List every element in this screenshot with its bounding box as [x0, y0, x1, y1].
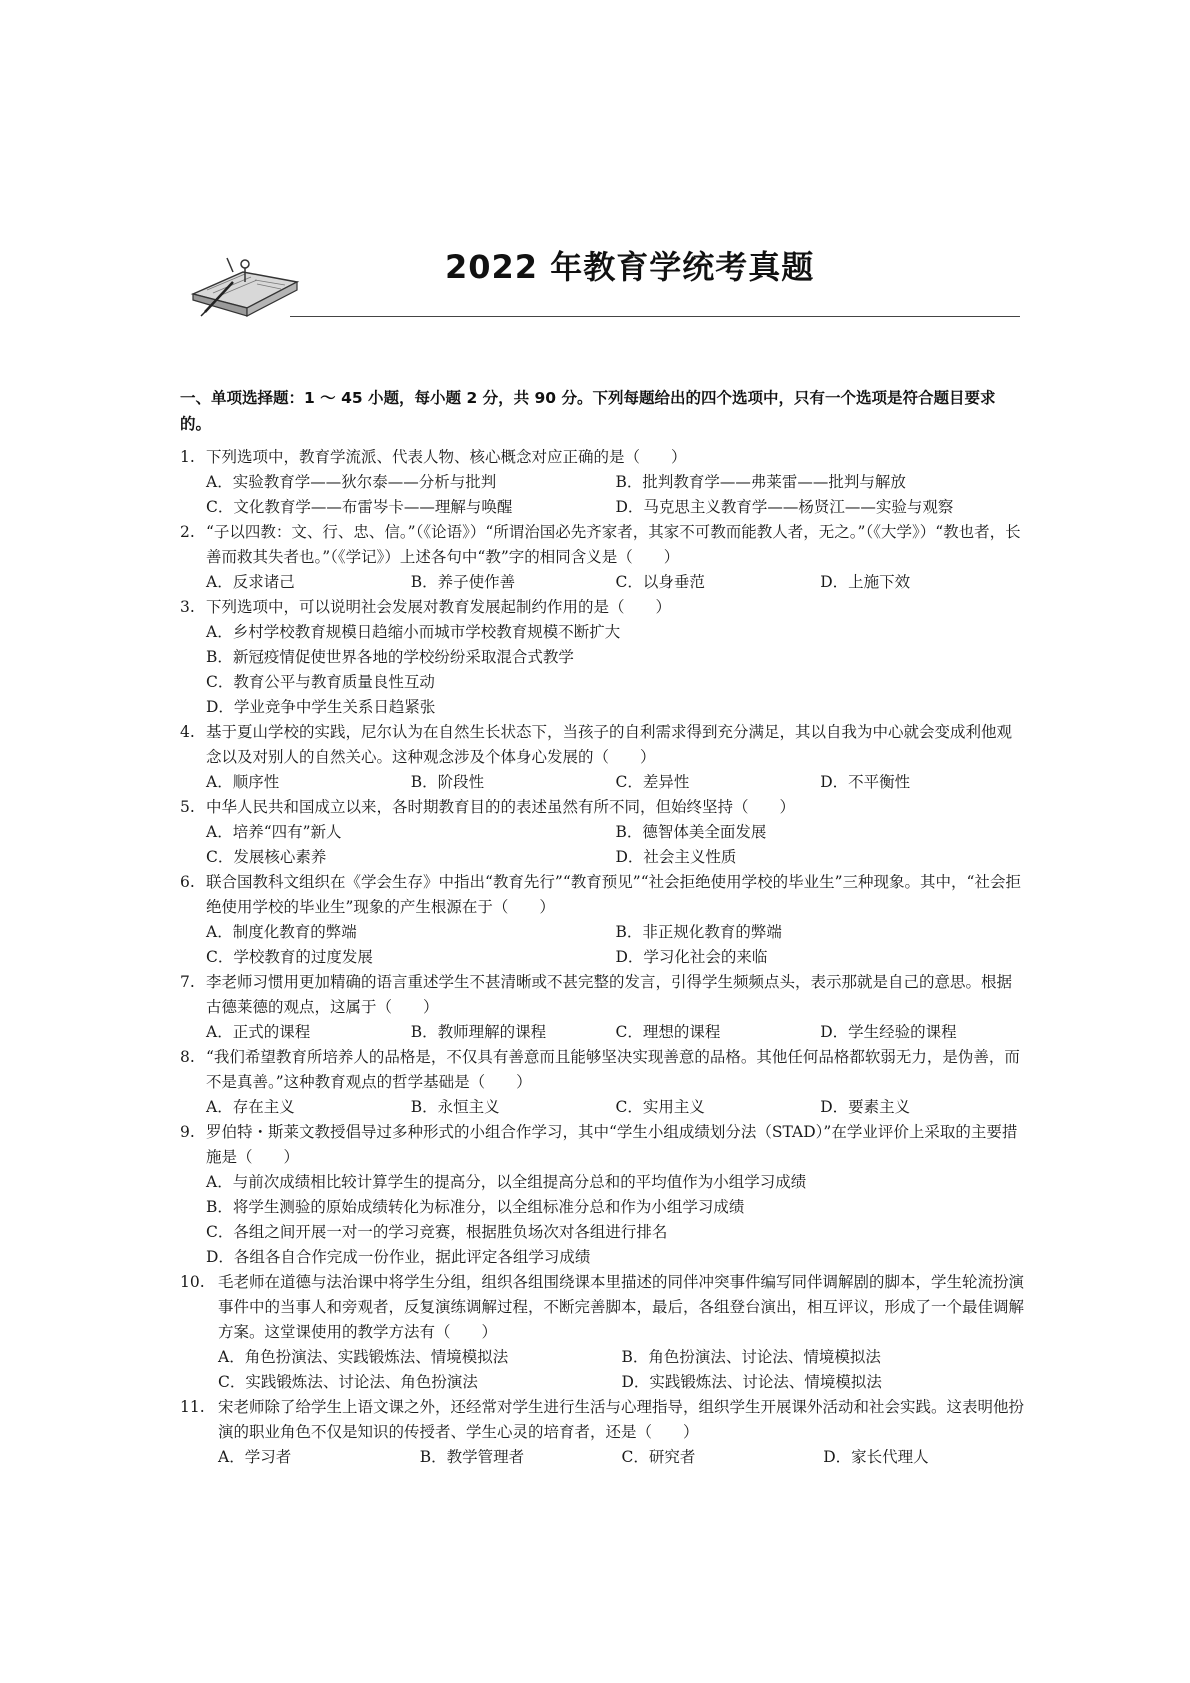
option-a: A．正式的课程 [206, 1023, 311, 1041]
option-a: A．角色扮演法、实践锻炼法、情境模拟法 [218, 1348, 509, 1366]
question-stem: “我们希望教育所培养人的品格是，不仅具有善意而且能够坚决实现善意的品格。其他任何品格都软弱无力，是伪善，而不是真善。”这种教育观点的哲学基础是（ ） [206, 1048, 1020, 1091]
question-number: 5. [180, 798, 195, 816]
option-b: B．非正规化教育的弊端 [615, 923, 782, 941]
option-c: C．教育公平与教育质量良性互动 [206, 673, 435, 691]
question-stem: 下列选项中，教育学流派、代表人物、核心概念对应正确的是（ ） [206, 448, 687, 466]
question-stem: 基于夏山学校的实践，尼尔认为在自然生长状态下，当孩子的自利需求得到充分满足，其以自我为中心就会变成利他观念以及对别人的自然关心。这种观念涉及个体身心发展的（ ） [206, 723, 1013, 766]
option-d: D．上施下效 [820, 573, 911, 591]
option-a: A．学习者 [218, 1448, 292, 1466]
option-c: C．理想的课程 [615, 1023, 721, 1041]
option-a: A．培养“四有”新人 [206, 823, 342, 841]
question-6 [180, 870, 1025, 970]
question-number: 11. [180, 1398, 205, 1416]
option-a: A．制度化教育的弊端 [206, 923, 357, 941]
option-b: B．教学管理者 [419, 1448, 525, 1466]
question-number: 4. [180, 723, 195, 741]
question-number: 7. [180, 973, 195, 991]
option-c: C．差异性 [615, 773, 690, 791]
question-stem: 宋老师除了给学生上语文课之外，还经常对学生进行生活与心理指导，组织学生开展课外活动和社会实践。这表明他扮演的职业角色不仅是知识的传授者、学生心灵的培育者，还是（ ） [218, 1398, 1025, 1441]
question-stem: 中华人民共和国成立以来，各时期教育目的的表述虽然有所不同，但始终坚持（ ） [206, 798, 796, 816]
option-b: B．教师理解的课程 [410, 1023, 547, 1041]
option-b: B．角色扮演法、讨论法、情境模拟法 [621, 1348, 881, 1366]
option-b: B．养子使作善 [410, 573, 516, 591]
question-stem: 毛老师在道德与法治课中将学生分组，组织各组围绕课本里描述的同伴冲突事件编写同伴调解剧的脚本，学生轮流扮演事件中的当事人和旁观者，反复演练调解过程，不断完善脚本，最后，各组登台演出，相互评议，形成了一个最佳调解方案。这堂课使用的教学方法有（ ） [218, 1273, 1025, 1341]
section-instructions: 一、单项选择题：1 ～ 45 小题，每小题 2 分，共 90 分。下列每题给出的四个选项中，只有一个选项是符合题目要求的。 [180, 389, 996, 433]
option-a: A．反求诸己 [206, 573, 295, 591]
question-number: 2. [180, 523, 195, 541]
option-b: B．阶段性 [410, 773, 485, 791]
question-number: 10. [180, 1273, 205, 1291]
option-d: D．学生经验的课程 [820, 1023, 957, 1041]
question-stem: 罗伯特・斯莱文教授倡导过多种形式的小组合作学习，其中“学生小组成绩划分法（STAD）”在学业评价上采取的主要措施是（ ） [206, 1123, 1018, 1166]
option-c: C．发展核心素养 [206, 848, 327, 866]
question-4 [180, 720, 1025, 795]
question-7 [180, 970, 1025, 1045]
question-number: 1. [180, 448, 195, 466]
option-d: D．家长代理人 [823, 1448, 929, 1466]
option-d: D．马克思主义教育学——杨贤江——实验与观察 [615, 498, 954, 516]
question-number: 9. [180, 1123, 195, 1141]
question-stem: 李老师习惯用更加精确的语言重述学生不甚清晰或不甚完整的发言，引得学生频频点头，表示那就是自己的意思。根据古德莱德的观点，这属于（ ） [206, 973, 1013, 1016]
option-b: B．新冠疫情促使世界各地的学校纷纷采取混合式教学 [206, 648, 574, 666]
option-d: D．不平衡性 [820, 773, 911, 791]
option-c: C．实用主义 [615, 1098, 705, 1116]
option-d: D．要素主义 [820, 1098, 911, 1116]
option-a: A．顺序性 [206, 773, 280, 791]
option-d: D．各组各自合作完成一份作业，据此评定各组学习成绩 [206, 1248, 591, 1266]
exam-content [180, 385, 1025, 1470]
option-c: C．各组之间开展一对一的学习竞赛，根据胜负场次对各组进行排名 [206, 1223, 668, 1241]
option-b: B．德智体美全面发展 [615, 823, 767, 841]
option-b: B．将学生测验的原始成绩转化为标准分，以全组标准分总和作为小组学习成绩 [206, 1198, 745, 1216]
header-divider [290, 316, 1020, 317]
option-d: D．学业竞争中学生关系日趋紧张 [206, 698, 436, 716]
question-number: 8. [180, 1048, 195, 1066]
option-d: D．实践锻炼法、讨论法、情境模拟法 [621, 1373, 882, 1391]
option-a: A．存在主义 [206, 1098, 295, 1116]
question-2 [180, 520, 1025, 595]
question-10 [180, 1270, 1025, 1395]
question-11 [180, 1395, 1025, 1470]
question-number: 3. [180, 598, 195, 616]
option-c: C．研究者 [621, 1448, 696, 1466]
page-header [185, 228, 1020, 338]
option-a: A．实验教育学——狄尔泰——分析与批判 [206, 473, 497, 491]
option-c: C．学校教育的过度发展 [206, 948, 373, 966]
question-stem: 下列选项中，可以说明社会发展对教育发展起制约作用的是（ ） [206, 598, 672, 616]
question-1 [180, 445, 1025, 520]
question-stem: 联合国教科文组织在《学会生存》中指出“教育先行”“教育预见”“社会拒绝使用学校的毕业生”三种现象。其中，“社会拒绝使用学校的毕业生”现象的产生根源在于（ ） [206, 873, 1021, 916]
option-d: D．学习化社会的来临 [615, 948, 768, 966]
question-8 [180, 1045, 1025, 1120]
option-d: D．社会主义性质 [615, 848, 737, 866]
option-a: A．与前次成绩相比较计算学生的提高分，以全组提高分总和的平均值作为小组学习成绩 [206, 1173, 807, 1191]
question-5 [180, 795, 1025, 870]
option-c: C．实践锻炼法、讨论法、角色扮演法 [218, 1373, 478, 1391]
document-title: 2022 年教育学统考真题 [445, 248, 815, 286]
question-number: 6. [180, 873, 195, 891]
option-a: A．乡村学校教育规模日趋缩小而城市学校教育规模不断扩大 [206, 623, 621, 641]
option-b: B．批判教育学——弗莱雷——批判与解放 [615, 473, 906, 491]
question-9 [180, 1120, 1025, 1270]
option-c: C．文化教育学——布雷岑卡——理解与唤醒 [206, 498, 513, 516]
question-3 [180, 595, 1025, 720]
option-c: C．以身垂范 [615, 573, 705, 591]
book-illustration-icon [185, 242, 310, 322]
question-stem: “子以四教：文、行、忠、信。”（《论语》）“所谓治国必先齐家者，其家不可教而能教人者，无之。”（《大学》）“教也者，长善而救其失者也。”（《学记》）上述各句中“教”字的相同含义是（ ） [206, 523, 1021, 566]
option-b: B．永恒主义 [410, 1098, 500, 1116]
